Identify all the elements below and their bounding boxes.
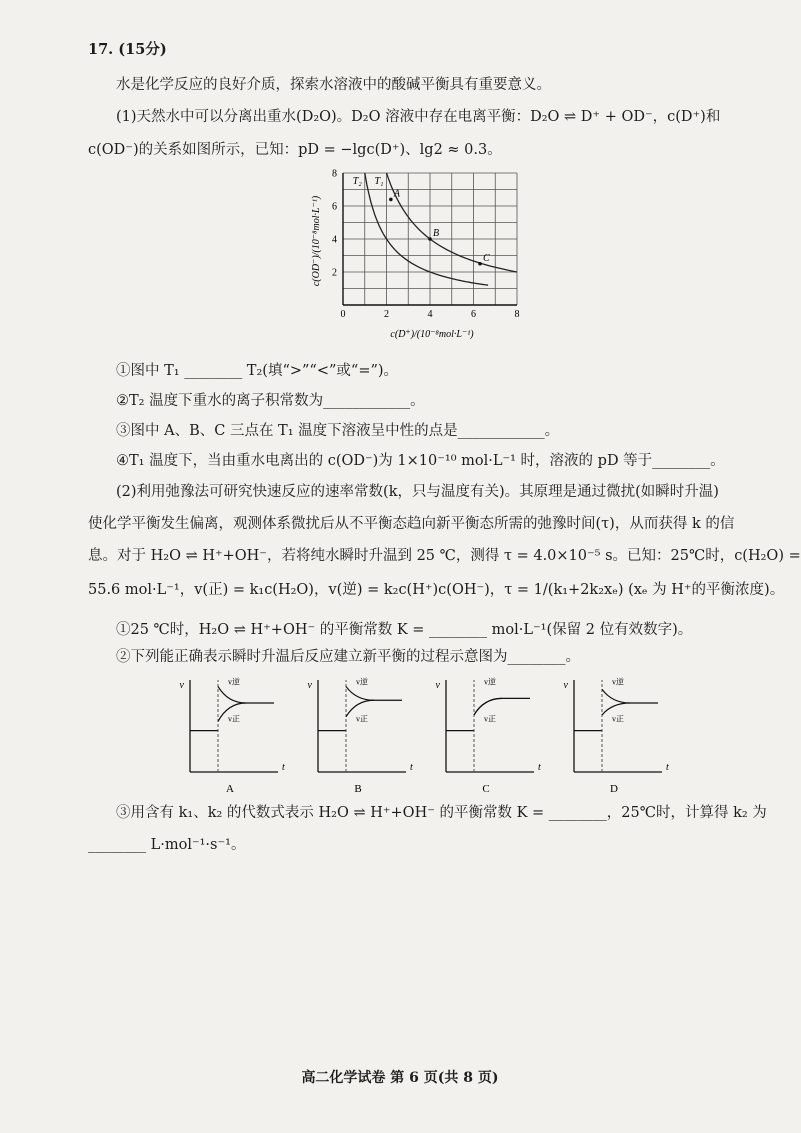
data-point	[389, 198, 393, 202]
rate-diagram-D	[564, 677, 669, 795]
data-point	[478, 262, 482, 266]
part1-q3: ③图中 A、B、C 三点在 T₁ 温度下溶液呈中性的点是____________。	[116, 423, 560, 439]
part1-q4: ④T₁ 温度下，当由重水电离出的 c(OD⁻)为 1×10⁻¹⁰ mol·L⁻¹ 时，溶液的 pD 等于________。	[116, 453, 725, 469]
part2-q3-line1: ③用含有 k₁、k₂ 的代数式表示 H₂O ⇌ H⁺+OH⁻ 的平衡常数 K = ________，25℃时，计算得 k₂ 为	[116, 805, 767, 821]
reverse-rate-label: v逆	[612, 677, 624, 687]
curve-label: T₁	[374, 176, 384, 187]
part2-text-line4: 55.6 mol·L⁻¹，v(正) = k₁c(H₂O)，v(逆) = k₂c(H⁺)c(OH⁻)，τ = 1/(k₁+2k₂xₑ) (xₑ 为 H⁺的平衡浓度)。	[88, 582, 785, 598]
reverse-rate-curve	[218, 686, 274, 703]
part1-q2: ②T₂ 温度下重水的离子积常数为____________。	[116, 393, 425, 409]
data-point-label: B	[433, 228, 440, 239]
x-tick-label: 8	[514, 309, 520, 320]
reverse-rate-curve	[602, 689, 658, 703]
x-axis-label: t	[666, 762, 669, 773]
x-axis-label: t	[538, 762, 541, 773]
forward-rate-label: v正	[612, 714, 624, 724]
graph-y-axis-label: c(OD⁻)/(10⁻⁸mol·L⁻¹)	[311, 195, 322, 287]
part1-text-line2: c(OD⁻)的关系如图所示，已知：pD = −lgc(D⁺)、lg2 ≈ 0.3。	[88, 142, 502, 158]
y-axis-label: v	[563, 680, 568, 691]
y-axis-label: v	[435, 680, 440, 691]
part2-text-line2: 使化学平衡发生偏离，观测体系微扰后从不平衡态趋向新平衡态所需的弛豫时间(τ)，从而获得 k 的信	[88, 516, 735, 532]
part1-text-line1: (1)天然水中可以分离出重水(D₂O)。D₂O 溶液中存在电离平衡：D₂O ⇌ D⁺ + OD⁻，c(D⁺)和	[116, 109, 721, 125]
forward-rate-curve	[474, 698, 502, 715]
data-point-label: A	[393, 188, 400, 200]
reverse-rate-label: v逆	[228, 677, 240, 687]
part1-q1: ①图中 T₁ ________ T₂(填“>”“<”或“=”)。	[116, 363, 399, 379]
option-label: A	[226, 783, 234, 795]
forward-rate-label: v正	[356, 714, 368, 724]
graph-x-axis-label: c(D⁺)/(10⁻⁸mol·L⁻¹)	[390, 329, 474, 340]
reverse-rate-label: v逆	[484, 677, 496, 687]
reverse-rate-curve	[474, 698, 530, 715]
data-point-label: C	[483, 252, 490, 264]
part2-q2: ②下列能正确表示瞬时升温后反应建立新平衡的过程示意图为________。	[116, 649, 580, 665]
data-point	[428, 237, 432, 241]
reverse-rate-curve	[346, 686, 402, 700]
page-footer: 高二化学试卷 第 6 页(共 8 页)	[301, 1070, 499, 1086]
equilibrium-graph	[305, 165, 545, 345]
part2-q3-line2: ________ L·mol⁻¹·s⁻¹。	[88, 837, 246, 853]
y-tick-label: 8	[332, 168, 337, 180]
option-label: B	[354, 783, 362, 795]
rate-diagram-B	[308, 677, 413, 795]
x-tick-label: 4	[427, 309, 433, 320]
curve-label: T₂	[352, 176, 362, 187]
rate-diagram-C	[436, 677, 541, 795]
y-axis-label: v	[179, 680, 184, 691]
part2-text-line1: (2)利用弛豫法可研究快速反应的速率常数(k，只与温度有关)。其原理是通过微扰(如瞬时升温)	[116, 484, 719, 500]
y-tick-label: 2	[332, 267, 337, 279]
forward-rate-label: v正	[228, 714, 240, 724]
x-axis-label: t	[410, 762, 413, 773]
y-tick-label: 4	[332, 234, 337, 246]
reverse-rate-label: v逆	[356, 677, 368, 687]
y-tick-label: 6	[332, 201, 337, 213]
x-axis-label: t	[282, 762, 285, 773]
option-label: D	[610, 783, 618, 795]
option-label: C	[482, 783, 490, 795]
part2-text-line3: 息。对于 H₂O ⇌ H⁺+OH⁻，若将纯水瞬时升温到 25 ℃，测得 τ = 4.0×10⁻⁵ s。已知：25℃时，c(H₂O) =	[88, 548, 801, 564]
rate-diagram-A	[180, 677, 285, 795]
x-tick-label: 0	[340, 309, 346, 320]
forward-rate-label: v正	[484, 714, 496, 724]
rate-option-diagrams	[170, 668, 669, 798]
forward-rate-curve	[602, 703, 630, 715]
part2-q1: ①25 ℃时，H₂O ⇌ H⁺+OH⁻ 的平衡常数 K = ________ mol·L⁻¹(保留 2 位有效数字)。	[116, 622, 693, 638]
question-number: 17. (15分)	[88, 41, 167, 58]
x-tick-label: 6	[471, 309, 476, 320]
x-tick-label: 2	[384, 309, 389, 320]
y-axis-label: v	[307, 680, 312, 691]
question-intro: 水是化学反应的良好介质，探索水溶液中的酸碱平衡具有重要意义。	[116, 77, 551, 93]
